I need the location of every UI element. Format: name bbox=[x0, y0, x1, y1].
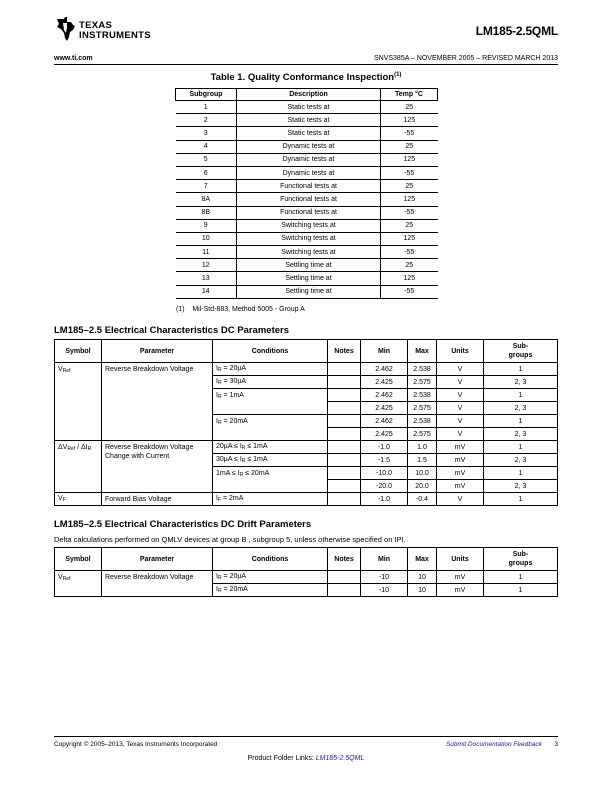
col-subgroups-line2: groups bbox=[508, 560, 533, 567]
description-cell: Functional tests at bbox=[237, 206, 381, 219]
subgroups-cell: 2, 3 bbox=[484, 480, 558, 493]
subgroups-cell: 1 bbox=[484, 493, 558, 506]
temp-cell: 125 bbox=[381, 272, 438, 285]
symbol-delta-vref bbox=[55, 441, 102, 493]
dc-drift-note: Delta calculations performed on QMLV devices at group B , subgroup 5, unless otherwise specified on IPI. bbox=[54, 535, 406, 544]
subgroups-cell: 1 bbox=[484, 415, 558, 428]
cond-i: I bbox=[216, 392, 218, 399]
temp-cell: -55 bbox=[381, 127, 438, 140]
cond-r: R bbox=[241, 458, 246, 464]
table-row bbox=[176, 166, 438, 179]
min-cell: 2.462 bbox=[361, 389, 408, 402]
drift-header-row bbox=[55, 548, 558, 571]
description-cell: Settling time at bbox=[237, 259, 381, 272]
condition-if-2ma bbox=[213, 493, 328, 506]
units-cell: V bbox=[437, 376, 484, 389]
footer-rule bbox=[54, 736, 558, 737]
min-cell: -1.0 bbox=[361, 493, 408, 506]
table1-footnote bbox=[176, 306, 305, 313]
units-cell: mV bbox=[437, 480, 484, 493]
vref-subscript: Ref bbox=[62, 576, 71, 582]
subgroups-cell: 2, 3 bbox=[484, 376, 558, 389]
dc-drift-title: LM185–2.5 Electrical Characteristics DC Drift Parameters bbox=[54, 519, 312, 530]
table-row bbox=[176, 232, 438, 245]
product-folder-links bbox=[0, 755, 612, 762]
col-parameter: Parameter bbox=[102, 548, 213, 571]
notes-cell bbox=[328, 480, 361, 493]
table1-title bbox=[0, 72, 612, 83]
dc-parameters-title: LM185–2.5 Electrical Characteristics DC Parameters bbox=[54, 325, 289, 336]
table1-col-description: Description bbox=[237, 89, 381, 101]
max-cell: 2.575 bbox=[408, 376, 437, 389]
temp-cell: 25 bbox=[381, 259, 438, 272]
page-number: 3 bbox=[554, 741, 558, 748]
notes-cell bbox=[328, 584, 361, 597]
table-row bbox=[176, 114, 438, 127]
symbol-vref bbox=[55, 363, 102, 441]
table-row bbox=[176, 259, 438, 272]
table-row bbox=[176, 193, 438, 206]
units-cell: mV bbox=[437, 571, 484, 584]
notes-cell bbox=[328, 363, 361, 376]
col-min: Min bbox=[361, 548, 408, 571]
max-cell: 2.538 bbox=[408, 363, 437, 376]
table-row bbox=[176, 285, 438, 298]
temp-cell: 25 bbox=[381, 180, 438, 193]
temp-cell: 125 bbox=[381, 114, 438, 127]
dv-sub-b: R bbox=[87, 446, 92, 452]
cond-value: = 30µA bbox=[221, 378, 247, 385]
footnote-text: Mil-Std-883, Method 5005 - Group A bbox=[192, 306, 305, 313]
min-cell: 2.425 bbox=[361, 402, 408, 415]
col-subgroups-line2: groups bbox=[508, 352, 533, 359]
col-subgroups-line1: Sub- bbox=[512, 343, 529, 350]
header-rule bbox=[54, 64, 558, 65]
col-units: Units bbox=[437, 548, 484, 571]
notes-cell bbox=[328, 402, 361, 415]
dv-symbol-b: / ΔI bbox=[75, 444, 88, 451]
subgroup-cell: 5 bbox=[176, 153, 237, 166]
min-cell: 2.462 bbox=[361, 415, 408, 428]
condition-ir-20ua bbox=[213, 571, 328, 584]
table-row bbox=[176, 153, 438, 166]
min-cell: 2.425 bbox=[361, 376, 408, 389]
min-cell: -1.5 bbox=[361, 454, 408, 467]
description-cell: Settling time at bbox=[237, 285, 381, 298]
cond-i: I bbox=[216, 573, 218, 580]
notes-cell bbox=[328, 467, 361, 480]
cond-r: R bbox=[217, 420, 222, 426]
product-folder-link[interactable]: LM185-2.5QML bbox=[315, 755, 365, 762]
condition-ir-20ma bbox=[213, 584, 328, 597]
cond-r: R bbox=[217, 380, 222, 386]
subgroup-cell: 7 bbox=[176, 180, 237, 193]
min-cell: -20.0 bbox=[361, 480, 408, 493]
cond-r: R bbox=[217, 575, 222, 581]
subgroup-cell: 8B bbox=[176, 206, 237, 219]
subgroups-cell: 1 bbox=[484, 467, 558, 480]
subgroup-cell: 14 bbox=[176, 285, 237, 298]
units-cell: mV bbox=[437, 584, 484, 597]
table-row bbox=[55, 363, 558, 376]
temp-cell: -55 bbox=[381, 166, 438, 179]
description-cell: Switching tests at bbox=[237, 232, 381, 245]
table-row bbox=[176, 101, 438, 114]
dv-sub-a: Ref bbox=[67, 446, 76, 452]
logo-text-line2: INSTRUMENTS bbox=[79, 30, 151, 41]
vref-symbol: V bbox=[58, 366, 63, 373]
website-link[interactable]: www.ti.com bbox=[54, 55, 93, 62]
temp-cell: 125 bbox=[381, 153, 438, 166]
table1-body bbox=[176, 101, 438, 299]
cond-i: I bbox=[216, 378, 218, 385]
notes-cell bbox=[328, 428, 361, 441]
cond-value: = 1mA bbox=[221, 392, 244, 399]
min-cell: -1.0 bbox=[361, 441, 408, 454]
subgroup-cell: 4 bbox=[176, 140, 237, 153]
units-cell: mV bbox=[437, 467, 484, 480]
condition-ir-1ma bbox=[213, 389, 328, 415]
subgroups-cell: 1 bbox=[484, 584, 558, 597]
vref-symbol: V bbox=[58, 574, 63, 581]
table-row bbox=[176, 140, 438, 153]
footnote-number: (1) bbox=[176, 306, 185, 313]
cond-f: F bbox=[217, 497, 222, 503]
subgroup-cell: 11 bbox=[176, 246, 237, 259]
dv-symbol-a: ΔV bbox=[58, 444, 68, 451]
temp-cell: 125 bbox=[381, 232, 438, 245]
subgroup-cell: 12 bbox=[176, 259, 237, 272]
max-cell: 2.538 bbox=[408, 389, 437, 402]
cond-b: ≤ 20mA bbox=[243, 470, 270, 477]
subgroups-cell: 1 bbox=[484, 389, 558, 402]
notes-cell bbox=[328, 493, 361, 506]
cond-b: ≤ 1mA bbox=[245, 456, 268, 463]
max-cell: 10.0 bbox=[408, 467, 437, 480]
cond-r: R bbox=[239, 472, 244, 478]
condition-ir-20ma bbox=[213, 415, 328, 441]
quality-conformance-table bbox=[175, 88, 438, 299]
temp-cell: 25 bbox=[381, 101, 438, 114]
table-row bbox=[55, 441, 558, 454]
max-cell: 10 bbox=[408, 584, 437, 597]
param-vref: Reverse Breakdown Voltage bbox=[102, 571, 213, 597]
notes-cell bbox=[328, 415, 361, 428]
min-cell: 2.462 bbox=[361, 363, 408, 376]
condition-20ua-1ma bbox=[213, 441, 328, 454]
notes-cell bbox=[328, 441, 361, 454]
units-cell: V bbox=[437, 389, 484, 402]
description-cell: Dynamic tests at bbox=[237, 153, 381, 166]
min-cell: -10 bbox=[361, 571, 408, 584]
subgroups-cell: 2, 3 bbox=[484, 402, 558, 415]
dc-parameters-table bbox=[54, 339, 558, 506]
submit-feedback-link[interactable]: Submit Documentation Feedback bbox=[445, 741, 542, 748]
max-cell: 20.0 bbox=[408, 480, 437, 493]
col-subgroups-line1: Sub- bbox=[512, 551, 529, 558]
table1-title-text: Table 1. Quality Conformance Inspection bbox=[210, 72, 395, 84]
symbol-vf bbox=[55, 493, 102, 506]
vf-subscript: F bbox=[62, 497, 66, 503]
units-cell: V bbox=[437, 402, 484, 415]
col-min: Min bbox=[361, 340, 408, 363]
notes-cell bbox=[328, 571, 361, 584]
description-cell: Switching tests at bbox=[237, 219, 381, 232]
cond-value: = 20mA bbox=[221, 586, 248, 593]
units-cell: V bbox=[437, 415, 484, 428]
subgroups-cell: 1 bbox=[484, 571, 558, 584]
param-vf: Forward Bias Voltage bbox=[102, 493, 213, 506]
cond-i: I bbox=[216, 495, 218, 502]
notes-cell bbox=[328, 389, 361, 402]
dc-header-row bbox=[55, 340, 558, 363]
cond-r: R bbox=[217, 367, 222, 373]
col-symbol: Symbol bbox=[55, 548, 102, 571]
max-cell: 2.575 bbox=[408, 428, 437, 441]
units-cell: V bbox=[437, 363, 484, 376]
table-row bbox=[55, 493, 558, 506]
col-subgroups bbox=[484, 548, 558, 571]
col-max: Max bbox=[408, 340, 437, 363]
condition-ir-20ua bbox=[213, 363, 328, 376]
param-vref: Reverse Breakdown Voltage bbox=[102, 363, 213, 441]
col-parameter: Parameter bbox=[102, 340, 213, 363]
cond-a: 1mA ≤ I bbox=[216, 470, 240, 477]
max-cell: -0.4 bbox=[408, 493, 437, 506]
description-cell: Functional tests at bbox=[237, 180, 381, 193]
table-row bbox=[176, 272, 438, 285]
col-notes: Notes bbox=[328, 340, 361, 363]
temp-cell: 125 bbox=[381, 193, 438, 206]
temp-cell: -55 bbox=[381, 285, 438, 298]
table-row bbox=[176, 180, 438, 193]
dc-drift-table bbox=[54, 547, 558, 597]
description-cell: Static tests at bbox=[237, 127, 381, 140]
document-reference: SNVS385A – NOVEMBER 2005 – REVISED MARCH 2013 bbox=[373, 55, 558, 62]
cond-value: = 20µA bbox=[221, 365, 247, 372]
cond-value: = 2mA bbox=[221, 495, 244, 502]
table-row bbox=[55, 571, 558, 584]
temp-cell: 25 bbox=[381, 219, 438, 232]
subgroups-cell: 2, 3 bbox=[484, 428, 558, 441]
temp-cell: 25 bbox=[381, 140, 438, 153]
cond-r: R bbox=[241, 445, 246, 451]
subgroup-cell: 8A bbox=[176, 193, 237, 206]
description-cell: Functional tests at bbox=[237, 193, 381, 206]
folder-label: Product Folder Links: bbox=[247, 755, 316, 762]
condition-1ma-20ma bbox=[213, 467, 328, 493]
table-row bbox=[176, 127, 438, 140]
min-cell: 2.425 bbox=[361, 428, 408, 441]
units-cell: V bbox=[437, 428, 484, 441]
ti-logo-icon bbox=[55, 16, 77, 42]
min-cell: -10.0 bbox=[361, 467, 408, 480]
subgroup-cell: 3 bbox=[176, 127, 237, 140]
subgroup-cell: 10 bbox=[176, 232, 237, 245]
subgroup-cell: 6 bbox=[176, 166, 237, 179]
description-cell: Static tests at bbox=[237, 114, 381, 127]
max-cell: 2.538 bbox=[408, 415, 437, 428]
max-cell: 1.5 bbox=[408, 454, 437, 467]
subgroup-cell: 9 bbox=[176, 219, 237, 232]
col-symbol: Symbol bbox=[55, 340, 102, 363]
part-number[interactable]: LM185-2.5QML bbox=[475, 24, 558, 38]
subgroup-cell: 13 bbox=[176, 272, 237, 285]
table-row bbox=[176, 246, 438, 259]
param-delta-vref: Reverse Breakdown Voltage Change with Current bbox=[102, 441, 213, 493]
table1-header-row bbox=[176, 89, 438, 101]
max-cell: 1.0 bbox=[408, 441, 437, 454]
description-cell: Settling time at bbox=[237, 272, 381, 285]
cond-r: R bbox=[217, 394, 222, 400]
description-cell: Static tests at bbox=[237, 101, 381, 114]
temp-cell: -55 bbox=[381, 246, 438, 259]
table1-col-subgroup: Subgroup bbox=[176, 89, 237, 101]
col-max: Max bbox=[408, 548, 437, 571]
subgroups-cell: 2, 3 bbox=[484, 454, 558, 467]
condition-30ua-1ma bbox=[213, 454, 328, 467]
col-conditions: Conditions bbox=[213, 548, 328, 571]
col-notes: Notes bbox=[328, 548, 361, 571]
table-row bbox=[176, 219, 438, 232]
description-cell: Dynamic tests at bbox=[237, 140, 381, 153]
subgroup-cell: 2 bbox=[176, 114, 237, 127]
ti-logo bbox=[55, 16, 155, 42]
max-cell: 2.575 bbox=[408, 402, 437, 415]
symbol-vref bbox=[55, 571, 102, 597]
table1-col-temp: Temp °C bbox=[381, 89, 438, 101]
units-cell: mV bbox=[437, 441, 484, 454]
cond-a: 20µA ≤ I bbox=[216, 443, 242, 450]
cond-i: I bbox=[216, 418, 218, 425]
min-cell: -10 bbox=[361, 584, 408, 597]
units-cell: V bbox=[437, 493, 484, 506]
table-row bbox=[176, 206, 438, 219]
copyright: Copyright © 2005–2013, Texas Instruments Incorporated bbox=[54, 741, 218, 748]
subgroups-cell: 1 bbox=[484, 441, 558, 454]
cond-i: I bbox=[216, 586, 218, 593]
cond-value: = 20mA bbox=[221, 418, 248, 425]
temp-cell: -55 bbox=[381, 206, 438, 219]
max-cell: 10 bbox=[408, 571, 437, 584]
cond-value: = 20µA bbox=[221, 573, 247, 580]
cond-i: I bbox=[216, 365, 218, 372]
condition-ir-30ua bbox=[213, 376, 328, 389]
cond-a: 30µA ≤ I bbox=[216, 456, 242, 463]
col-subgroups bbox=[484, 340, 558, 363]
units-cell: mV bbox=[437, 454, 484, 467]
col-conditions: Conditions bbox=[213, 340, 328, 363]
description-cell: Switching tests at bbox=[237, 246, 381, 259]
notes-cell bbox=[328, 376, 361, 389]
subgroup-cell: 1 bbox=[176, 101, 237, 114]
cond-b: ≤ 1mA bbox=[245, 443, 268, 450]
description-cell: Dynamic tests at bbox=[237, 166, 381, 179]
notes-cell bbox=[328, 454, 361, 467]
logo-text-line1: TEXAS bbox=[79, 20, 113, 31]
vf-symbol: V bbox=[58, 495, 63, 502]
col-units: Units bbox=[437, 340, 484, 363]
table1-title-note[interactable]: (1) bbox=[394, 72, 402, 78]
cond-r: R bbox=[217, 588, 222, 594]
subgroups-cell: 1 bbox=[484, 363, 558, 376]
vref-subscript: Ref bbox=[62, 368, 71, 374]
